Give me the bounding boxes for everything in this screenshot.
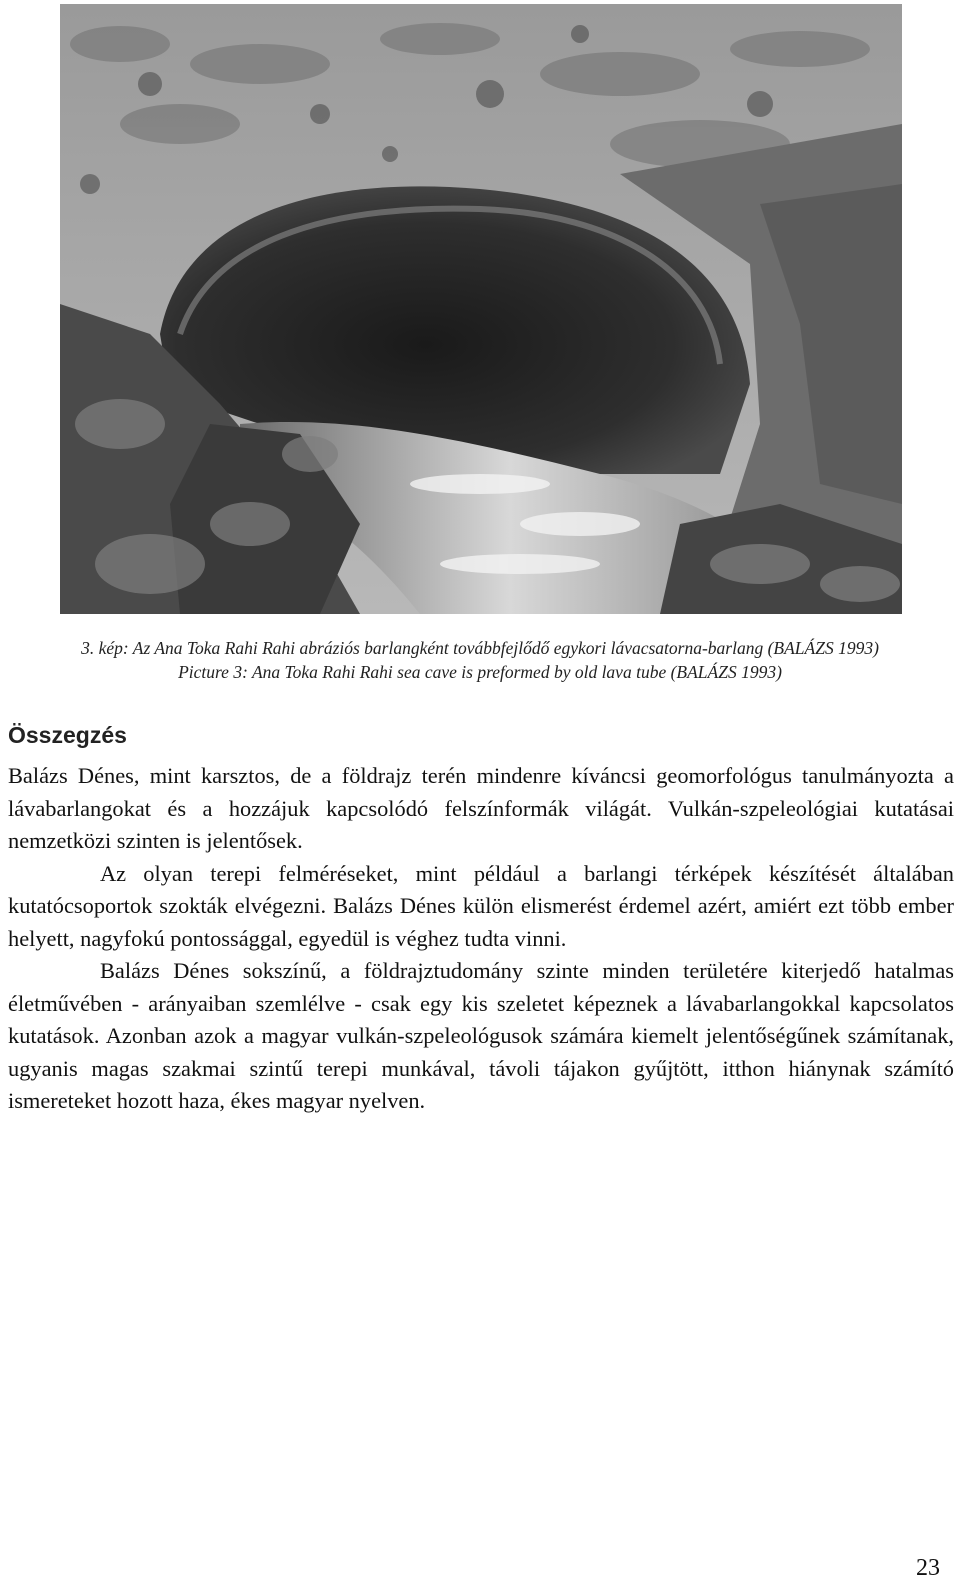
figure-caption-hungarian: 3. kép: Az Ana Toka Rahi Rahi abráziós barlangként továbbfejlődő egykori lávacsatorna-barlang (BALÁZS 1993) <box>81 638 879 658</box>
page-number: 23 <box>916 1555 940 1581</box>
cave-photograph <box>60 4 902 614</box>
figure-caption <box>0 636 960 684</box>
section-heading: Összegzés <box>8 722 127 748</box>
paragraph: Az olyan terepi felméréseket, mint például a barlangi térképek készítését általában kutatócsoportok szokták elvégezni. Balázs Dénes külön elismerést érdemel azért, amiért ezt több ember helyett, nagyfokú pontossággal, egyedül is véghez tudta vinni. <box>8 860 954 951</box>
paragraph: Balázs Dénes sokszínű, a földrajztudomány szinte minden területére kiterjedő hatalmas életművében - arányaiban szemlélve - csak egy kis szeletet képeznek a lávabarlangokkal kapcsolatos kutatások. Azonban azok a magyar vulkán-szpeleológusok számára kiemelt jelentőségűnek számítanak, ugyanis magas szakmai szintű terepi munkával, távoli tájakon gyűjtött, itthon hiánynak számító ismereteket hozott haza, ékes magyar nyelven. <box>8 958 954 1113</box>
cave-photograph-image <box>60 4 902 614</box>
body-text <box>8 760 954 1118</box>
figure-caption-english: Picture 3: Ana Toka Rahi Rahi sea cave is preformed by old lava tube (BALÁZS 1993) <box>178 662 782 682</box>
paragraph: Balázs Dénes, mint karsztos, de a földrajz terén mindenre kíváncsi geomorfológus tanulmányozta a lávabarlangokat és a hozzájuk kapcsolódó felszínformák világát. Vulkán-szpeleológiai kutatásai nemzetközi szinten is jelentősek. <box>8 763 954 853</box>
